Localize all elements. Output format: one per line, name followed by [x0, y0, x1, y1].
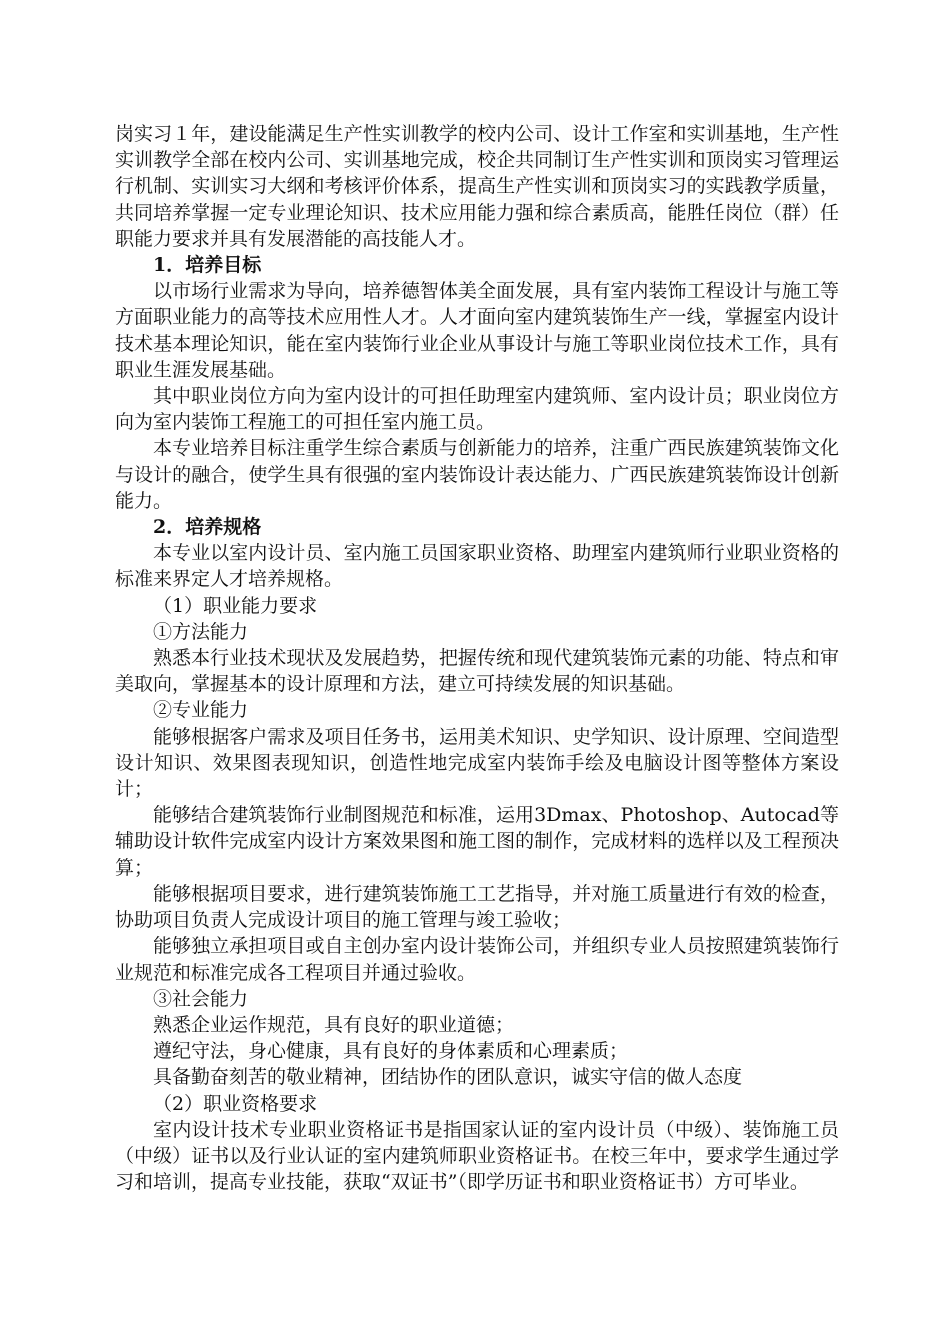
paragraph-spec-description: 本专业以室内设计员、室内施工员国家职业资格、助理室内建筑师行业职业资格的标准来界定人才培养规格。 — [115, 542, 839, 591]
subheading-qualification-requirements: （2）职业资格要求 — [153, 1092, 318, 1115]
paragraph-method-ability: 熟悉本行业技术现状及发展趋势，把握传统和现代建筑装饰元素的功能、特点和审美取向，掌握基本的设计原理和方法，建立可持续发展的知识基础。 — [115, 647, 839, 696]
list-item-health: 遵纪守法，身心健康，具有良好的身体素质和心理素质； — [153, 1040, 629, 1063]
section-heading-training-spec: 2．培养规格 — [153, 516, 262, 539]
list-item-teamwork: 具备勤奋刻苦的敬业精神，团结协作的团队意识，诚实守信的做人态度 — [153, 1066, 743, 1089]
paragraph-construction-ability: 能够根据项目要求，进行建筑装饰施工工艺指导，并对施工质量进行有效的检查，协助项目负责人完成设计项目的施工管理与竣工验收； — [115, 882, 839, 932]
paragraph-career-directions: 其中职业岗位方向为室内设计的可担任助理室内建筑师、室内设计员；职业岗位方向为室内装饰工程施工的可担任室内施工员。 — [115, 385, 839, 434]
subheading-ability-requirements: （1）职业能力要求 — [153, 594, 318, 617]
paragraph-qualification-certificates: 室内设计技术专业职业资格证书是指国家认证的室内设计员（中级）、装饰施工员（中级）证书以及行业认证的室内建筑师职业资格证书。在校三年中，要求学生通过学习和培训，提高专业技能，获取“双证书”（即学历证书和职业资格证书）方可毕业。 — [115, 1118, 839, 1194]
paragraph-goal-description: 以市场行业需求为导向，培养德智体美全面发展，具有室内装饰工程设计与施工等方面职业能力的高等技术应用性人才。人才面向室内建筑装饰生产一线，掌握室内设计技术基本理论知识，能在室内装饰行业企业从事设计与施工等职业岗位技术工作，具有职业生涯发展基础。 — [115, 280, 839, 381]
paragraph-intro: 岗实习１年，建设能满足生产性实训教学的校内公司、设计工作室和实训基地，生产性实训教学全部在校内公司、实训基地完成，校企共同制订生产性实训和顶岗实习管理运行机制、实训实习大纲和考核评价体系，提高生产性实训和顶岗实习的实践教学质量，共同培养掌握一定专业理论知识、技术应用能力强和综合素质高，能胜任岗位（群）任职能力要求并具有发展潜能的高技能人才。 — [115, 123, 839, 250]
paragraph-design-ability: 能够根据客户需求及项目任务书，运用美术知识、史学知识、设计原理、空间造型设计知识、效果图表现知识，创造性地完成室内装饰手绘及电脑设计图等整体方案设计； — [115, 725, 839, 801]
paragraph-software-ability: 能够结合建筑装饰行业制图规范和标准，运用3Dmax、Photoshop、Autocad等辅助设计软件完成室内设计方案效果图和施工图的制作，完成材料的选样以及工程预决算； — [115, 804, 839, 879]
list-item-ethics: 熟悉企业运作规范，具有良好的职业道德； — [153, 1013, 515, 1036]
paragraph-goal-emphasis: 本专业培养目标注重学生综合素质与创新能力的培养，注重广西民族建筑装饰文化与设计的融合，使学生具有很强的室内装饰设计表达能力、广西民族建筑装饰设计创新能力。 — [115, 437, 839, 512]
section-heading-training-goal: 1．培养目标 — [153, 254, 262, 277]
document-page — [115, 121, 839, 1195]
paragraph-entrepreneur-ability: 能够独立承担项目或自主创办室内设计装饰公司，并组织专业人员按照建筑装饰行业规范和标准完成各工程项目并通过验收。 — [115, 935, 839, 984]
subheading-professional-ability: ②专业能力 — [153, 699, 249, 722]
subheading-social-ability: ③社会能力 — [153, 987, 249, 1010]
subheading-method-ability: ①方法能力 — [153, 620, 249, 643]
